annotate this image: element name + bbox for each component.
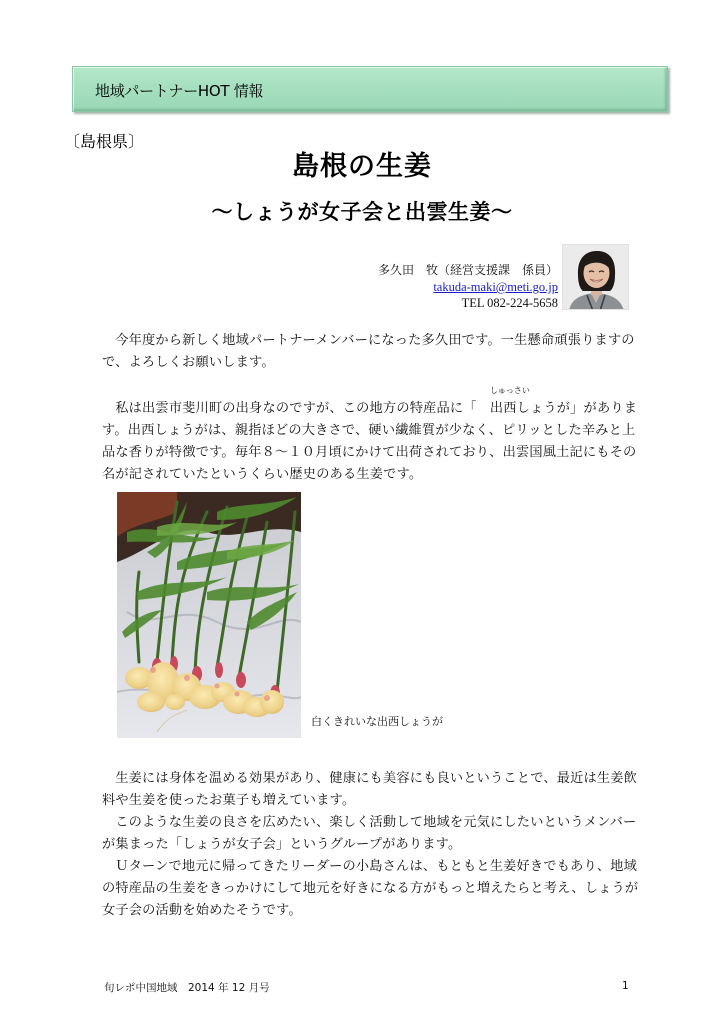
person-portrait-icon <box>563 245 629 310</box>
joshikai-intro-text: このような生姜の良さを広めたい、楽しく活動して地域を元気にしたいというメンバーが集まった「しょうが女子会」というグループがあります。 <box>102 815 637 852</box>
ginger-intro-text <box>102 386 642 486</box>
ginger-benefits-section <box>102 768 642 922</box>
ruby-base: 出西 <box>489 401 517 416</box>
article-subtitle: ～しょうが女子会と出雲生姜～ <box>211 200 513 224</box>
author-info <box>378 262 558 311</box>
author-tel: TEL 082-224-5658 <box>461 296 558 310</box>
ginger-image-icon <box>117 492 301 738</box>
ginger-benefits-text: 生姜には身体を温める効果があり、健康にも美容にも良いということで、最近は生姜飲料や生姜を使ったお菓子も増えています。 <box>102 771 638 808</box>
ginger-intro-text-part2: しょうが」があります。出西しょうがは、親指ほどの大きさで、硬い繊維質が少なく、ピリッとした辛みと上品な香りが特徴です。毎年８～１０月頃にかけて出荷されており、出雲国風土記にもその名が記されていたというくらい歴史のある生姜です。 <box>102 401 638 482</box>
ginger-intro-paragraph <box>102 386 642 486</box>
leader-story-text: Ｕターンで地元に帰ってきたリーダーの小島さんは、もともと生姜好きでもあり、地域の特産品の生姜をきっかけにして地元を好きになる方がもっと増えたらと考え、しょうが女子会の活動を始めたそうです。 <box>102 859 639 918</box>
section-header-bar <box>72 66 668 112</box>
ruby-annotation <box>477 386 530 420</box>
footer-publication: 旬レポ中国地域 2014 年 12 月号 <box>104 982 270 994</box>
photo-caption: 白くきれいな出西しょうが <box>311 715 443 728</box>
author-name: 多久田 牧（経営支援課 係員） <box>377 263 558 277</box>
section-header-title: 地域パートナーHOT 情報 <box>95 82 264 100</box>
intro-text: 今年度から新しく地域パートナーメンバーになった多久田です。一生懸命頑張りますので、よろしくお願いします。 <box>102 333 635 370</box>
ginger-intro-text-part1: 私は出雲市斐川町の出身なのですが、この地方の特産品に「 <box>115 401 477 416</box>
footer-page-number: 1 <box>622 980 629 992</box>
intro-paragraph <box>102 330 642 374</box>
ruby-reading: しゅっさい <box>489 386 530 395</box>
prefecture-label: 〔島根県〕 <box>64 132 145 151</box>
author-email-link[interactable]: takuda-maki@meti.go.jp <box>433 280 558 294</box>
article-title: 島根の生姜 <box>292 151 432 182</box>
ginger-photo <box>117 492 301 738</box>
author-photo <box>562 244 629 310</box>
